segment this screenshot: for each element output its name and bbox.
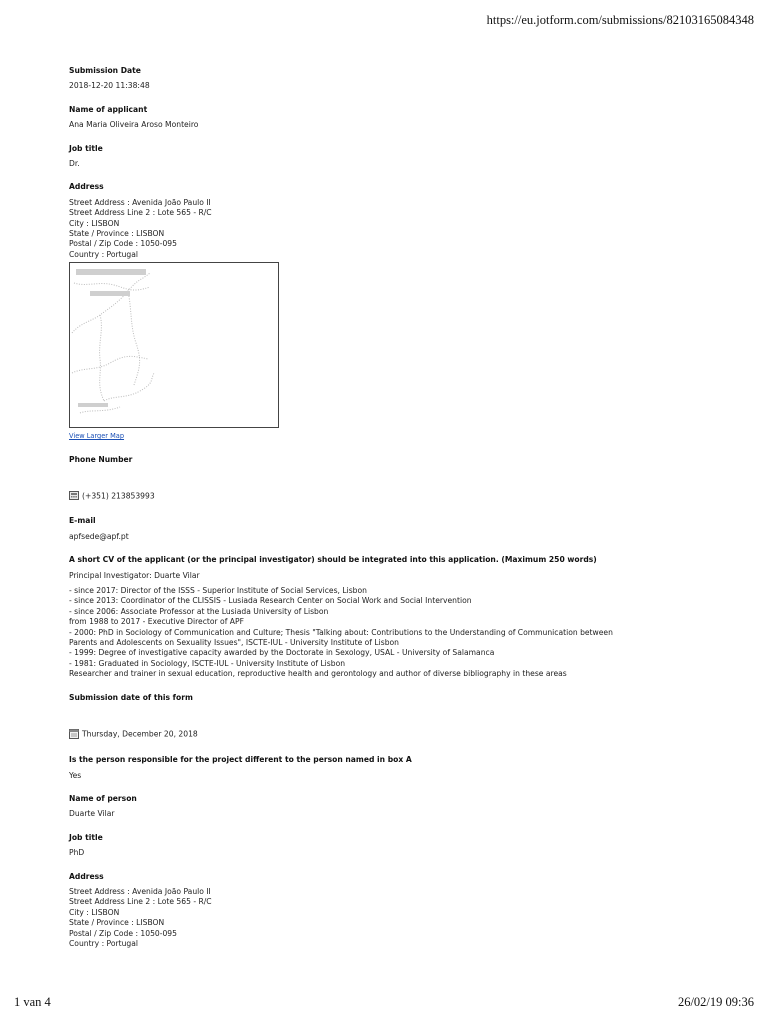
person-address-line: City : LISBON xyxy=(69,907,120,917)
phone-section xyxy=(69,455,719,504)
person-address-line: Country : Portugal xyxy=(69,939,139,949)
cv-label: A short CV of the applicant (or the principal investigator) should be integrated into this application. (Maximum 250 words) xyxy=(69,555,597,565)
responsible-label: Is the person responsible for the project different to the person named in box A xyxy=(69,755,412,765)
job-title-label: Job title xyxy=(69,143,103,153)
submission-content xyxy=(69,66,719,963)
address-line: Postal / Zip Code : 1050-095 xyxy=(69,239,177,249)
cv-line: from 1988 to 2017 - Executive Director of APF xyxy=(69,617,244,627)
person-address-line: Street Address Line 2 : Lote 565 - R/C xyxy=(69,897,212,907)
phone-icon xyxy=(69,481,79,504)
address-map[interactable] xyxy=(69,262,279,428)
person-job-section xyxy=(69,833,719,859)
address-line: City : LISBON xyxy=(69,218,120,228)
submission-date-value: 2018-12-20 11:38:48 xyxy=(69,81,150,91)
submission-date-section xyxy=(69,66,719,92)
form-date-row xyxy=(69,708,719,742)
job-title-value: Dr. xyxy=(69,159,80,169)
address-section xyxy=(69,182,719,441)
person-job-label: Job title xyxy=(69,832,103,842)
cv-intro: Principal Investigator: Duarte Vilar xyxy=(69,570,200,580)
page-url: https://eu.jotform.com/submissions/82103165084348 xyxy=(486,13,754,27)
person-address-section xyxy=(69,872,719,950)
cv-section xyxy=(69,555,719,679)
applicant-name-value: Ana Maria Oliveira Aroso Monteiro xyxy=(69,120,199,130)
job-title-section xyxy=(69,144,719,170)
person-address-line: Street Address : Avenida João Paulo II xyxy=(69,887,211,897)
address-line: Street Address Line 2 : Lote 565 - R/C xyxy=(69,208,212,218)
cv-line: - 2000: PhD in Sociology of Communication and Culture; Thesis "Talking about: Contributions to the Understanding of Communication between xyxy=(69,627,613,637)
cv-line: - 1999: Degree of investigative capacity awarded by the Doctorate in Sexology, USAL - University of Salamanca xyxy=(69,648,495,658)
person-address-label: Address xyxy=(69,871,104,881)
calendar-icon xyxy=(69,718,79,742)
person-address-line: Postal / Zip Code : 1050-095 xyxy=(69,928,177,938)
form-date-section xyxy=(69,693,719,743)
responsible-section xyxy=(69,755,719,781)
print-datetime: 26/02/19 09:36 xyxy=(677,995,754,1009)
form-date-label: Submission date of this form xyxy=(69,692,193,702)
submission-date-label: Submission Date xyxy=(69,66,141,75)
cv-line: Researcher and trainer in sexual education, reproductive health and gerontology and author of diverse bibliography in these areas xyxy=(69,669,567,679)
person-name-label: Name of person xyxy=(69,794,137,804)
phone-value: (+351) 213853993 xyxy=(82,490,155,500)
person-address-line: State / Province : LISBON xyxy=(69,918,165,928)
email-section xyxy=(69,516,719,542)
responsible-value: Yes xyxy=(69,770,82,780)
address-label: Address xyxy=(69,182,104,192)
cv-line: Parents and Adolescents on Sexuality Issues", ISCTE-IUL - University Institute of Lisbon xyxy=(69,637,399,647)
view-larger-map-link[interactable]: View Larger Map xyxy=(69,432,125,441)
person-name-value: Duarte Vilar xyxy=(69,809,115,819)
address-line: Country : Portugal xyxy=(69,249,139,259)
applicant-name-section xyxy=(69,105,719,131)
form-date-value: Thursday, December 20, 2018 xyxy=(82,729,198,739)
phone-row xyxy=(69,470,719,503)
email-label: E-mail xyxy=(69,516,96,526)
cv-line: - since 2006: Associate Professor at the Lusiada University of Lisbon xyxy=(69,606,329,616)
cv-line: - since 2017: Director of the ISSS - Superior Institute of Social Services, Lisbon xyxy=(69,585,367,595)
address-line: Street Address : Avenida João Paulo II xyxy=(69,197,211,207)
cv-line: - 1981: Graduated in Sociology, ISCTE-IUL - University Institute of Lisbon xyxy=(69,658,346,668)
applicant-name-label: Name of applicant xyxy=(69,104,148,114)
page-number: 1 van 4 xyxy=(14,995,51,1009)
person-name-section xyxy=(69,794,719,820)
cv-line: - since 2013: Coordinator of the CLISSIS - Lusiada Research Center on Social Work and Social Intervention xyxy=(69,596,472,606)
person-job-value: PhD xyxy=(69,848,85,858)
address-line: State / Province : LISBON xyxy=(69,229,165,239)
map-image xyxy=(70,263,278,427)
phone-label: Phone Number xyxy=(69,454,133,464)
email-value: apfsede@apf.pt xyxy=(69,531,129,541)
